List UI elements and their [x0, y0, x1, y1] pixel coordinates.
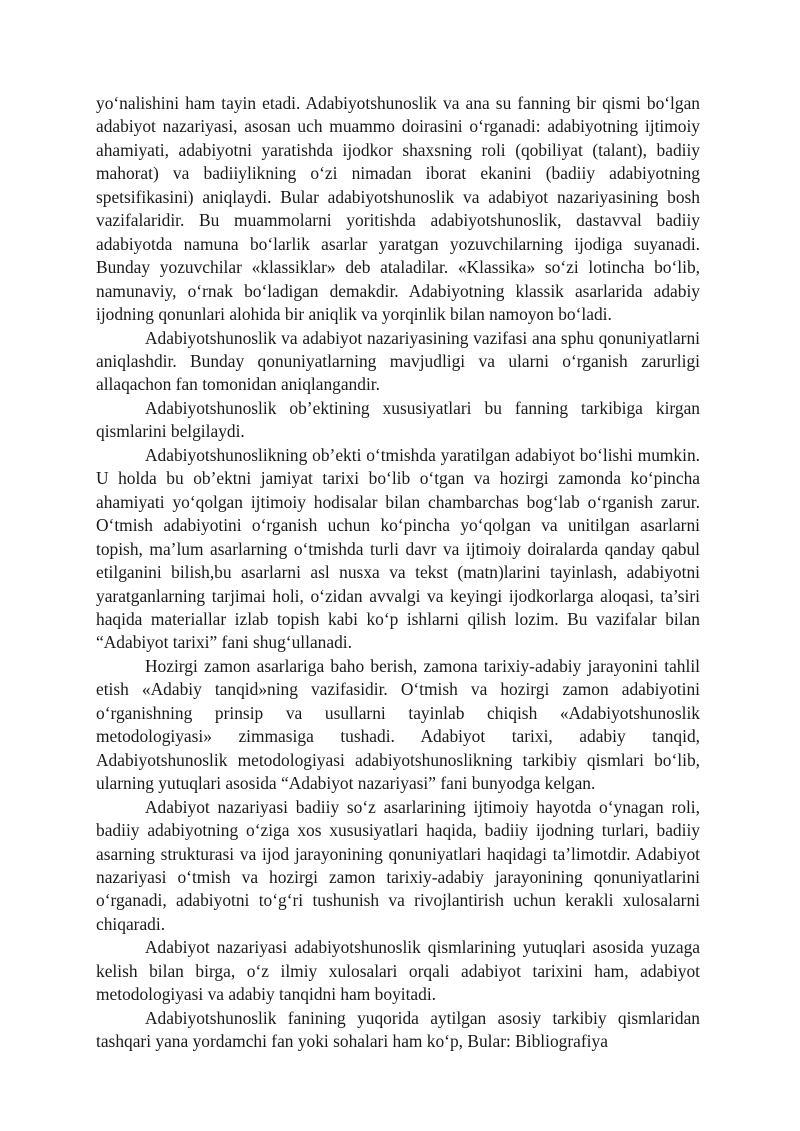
paragraph: Adabiyotshunoslik va adabiyot nazariyasining vazifasi ana sphu qonuniyatlarni aniqlashdir. Bunday qonuniyatlarning mavjudligi va ularni o‘rganish zarurligi allaqachon fan tomonidan aniqlangandir. [96, 327, 700, 395]
paragraph: Adabiyotshunoslikning ob’ekti o‘tmishda yaratilgan adabiyot bo‘lishi mumkin. U holda bu ob’ektni jamiyat tarixi bo‘lib o‘tgan va hozirgi zamonda ko‘pincha ahamiyati yo‘qolgan ijtimoiy hodisalar bilan chambarchas bog‘lab o‘rganish zarur. O‘tmish adabiyotini o‘rganish uchun ko‘pincha yo‘qolgan va unitilgan asarlarni topish, ma’lum asarlarning o‘tmishda turli davr va ijtimoiy doiralarda qanday qabul etilganini bilish,bu asarlarni asl nusxa va tekst (matn)larini tayinlash, adabiyotni yaratganlarning tarjimai holi, o‘zidan avvalgi va keyingi ijodkorlarga aloqasi, ta’siri haqida materiallar izlab topish kabi ko‘p ishlarni qilish lozim. Bu vazifalar bilan “Adabiyot tarixi” fani shug‘ullanadi. [96, 444, 700, 653]
document-page [96, 92, 700, 1054]
paragraph: yo‘nalishini ham tayin etadi. Adabiyotshunoslik va ana su fanning bir qismi bo‘lgan adabiyot nazariyasi, asosan uch muammo doirasini o‘rganadi: adabiyotning ijtimoiy ahamiyati, adabiyotni yaratishda ijodkor shaxsning roli (qobiliyat (talant), badiiy mahorat) va badiiylikning o‘zi nimadan iborat ekanini (badiiy adabiyotning spetsifikasini) aniqlaydi. Bular adabiyotshunoslik va adabiyot nazariyasining bosh vazifalaridir. Bu muammolarni yoritishda adabiyotshunoslik, dastavval badiiy adabiyotda namuna bo‘larlik asarlar yaratgan yozuvchilarning ijodiga suyanadi. Bunday yozuvchilar «klassiklar» deb ataladilar. «Klassika» so‘zi lotincha bo‘lib, namunaviy, o‘rnak bo‘ladigan demakdir. Adabiyotning klassik asarlarida adabiy ijodning qonunlari alohida bir aniqlik va yorqinlik bilan namoyon bo‘ladi. [96, 93, 700, 325]
paragraph: Adabiyot nazariyasi badiiy so‘z asarlarining ijtimoiy hayotda o‘ynagan roli, badiiy adabiyotning o‘ziga xos xususiyatlari haqida, badiiy ijodning turlari, badiiy asarning strukturasi va ijod jarayonining qonuniyatlari haqidagi ta’limotdir. Adabiyot nazariyasi o‘tmish va hozirgi zamon tarixiy-adabiy jarayonining qonuniyatlarini o‘rganadi, adabiyotni to‘g‘ri tushunish va rivojlantirish uchun kerakli xulosalarni chiqaradi. [96, 796, 700, 934]
paragraph: Hozirgi zamon asarlariga baho berish, zamona tarixiy-adabiy jarayonini tahlil etish «Adabiy tanqid»ning vazifasidir. O‘tmish va hozirgi zamon adabiyotini o‘rganishning prinsip va usullarni tayinlab chiqish «Adabiyotshunoslik metodologiyasi» zimmasiga tushadi. Adabiyot tarixi, adabiy tanqid, Adabiyotshunoslik metodologiyasi adabiyotshunoslikning tarkibiy qismlari bo‘lib, ularning yutuqlari asosida “Adabiyot nazariyasi” fani bunyodga kelgan. [96, 655, 700, 794]
paragraph: Adabiyot nazariyasi adabiyotshunoslik qismlarining yutuqlari asosida yuzaga kelish bilan birga, o‘z ilmiy xulosalari orqali adabiyot tarixini ham, adabiyot metodologiyasi va adabiy tanqidni ham boyitadi. [96, 937, 700, 1005]
paragraph: Adabiyotshunoslik fanining yuqorida aytilgan asosiy tarkibiy qismlaridan tashqari yana yordamchi fan yoki sohalari ham ko‘p, Bular: Bibliografiya [96, 1007, 700, 1052]
paragraph: Adabiyotshunoslik ob’ektining xususiyatlari bu fanning tarkibiga kirgan qismlarini belgilaydi. [96, 397, 700, 442]
